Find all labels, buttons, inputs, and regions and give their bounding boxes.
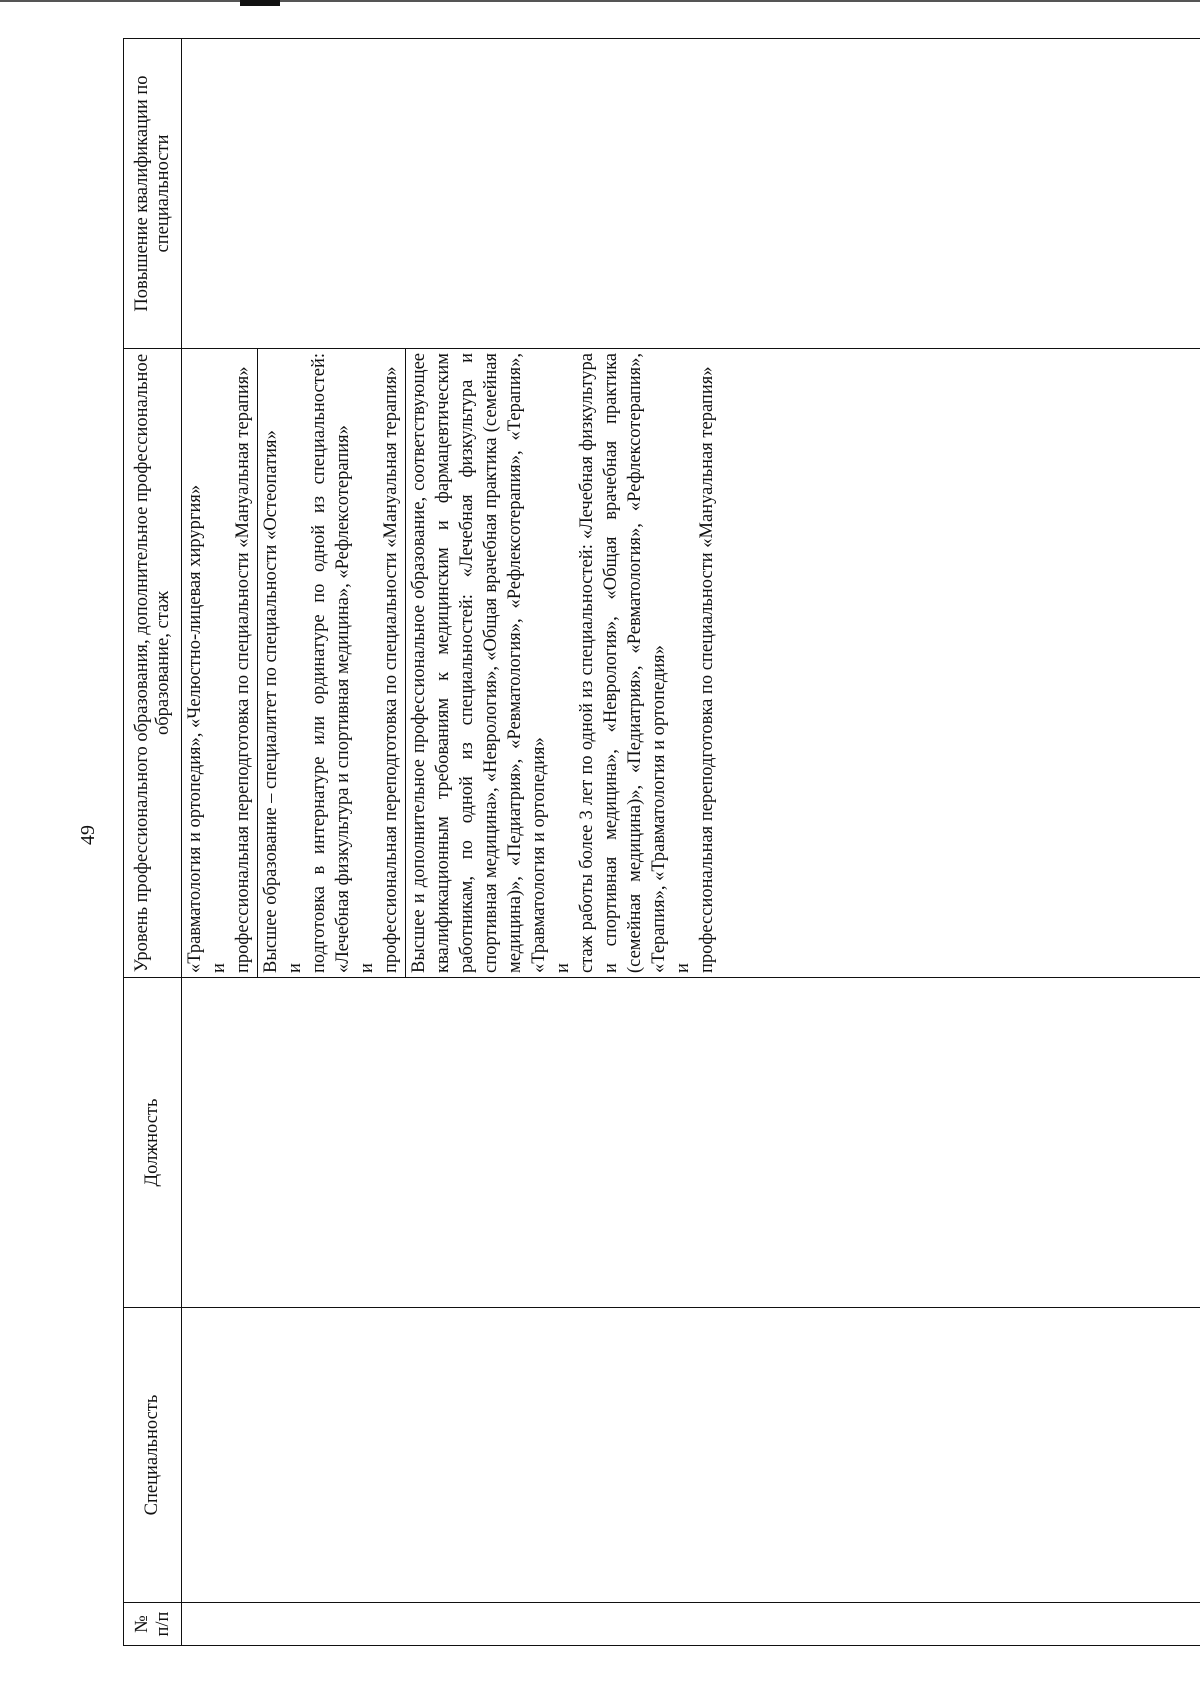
header-position: Должность — [124, 978, 182, 1308]
rotated-table-page — [123, 39, 1200, 1646]
header-qualification: Повышение квалификации по специальности — [124, 39, 182, 349]
education-block — [182, 349, 258, 977]
header-specialty: Специальность — [124, 1308, 182, 1603]
education-line: и — [357, 963, 377, 973]
education-line: и — [673, 963, 693, 973]
education-line: профессиональная переподготовка по специальности «Мануальная терапия» — [233, 366, 253, 973]
scan-edge-line — [0, 0, 1200, 2]
education-line: профессиональная переподготовка по специальности «Мануальная терапия» — [697, 366, 717, 973]
education-line: «Травматология и ортопедия», «Челюстно-лицевая хирургия» — [185, 484, 205, 973]
cell-number — [182, 1603, 1200, 1646]
qualification-requirements-table — [123, 38, 1200, 1646]
education-line: Высшее и дополнительное профессиональное образование, соответствующее квалификационным требованиям к медицинским и фармацевтическим работникам, по одной из специальностей: «Лечебная физкультура и спортивная медицина», «Неврология», «Общая врачебная практика (семейная медицина)», «Педиатрия», «Ревматология», «Рефлексотерапия», «Терапия», «Травматология и ортопедия» — [409, 353, 549, 973]
cell-position — [182, 978, 1200, 1308]
education-line: стаж работы более 3 лет по одной из специальностей: «Лечебная физкультура и спортивная медицина», «Неврология», «Общая врачебная практика (семейная медицина)», «Педиатрия», «Ревматология», «Рефлексотерапия», «Терапия», «Травматология и ортопедия» — [577, 353, 669, 973]
education-line: профессиональная переподготовка по специальности «Мануальная терапия» — [381, 366, 401, 973]
page-number: 49 — [77, 825, 99, 845]
education-line: и — [285, 963, 305, 973]
table-row — [182, 39, 1200, 1646]
education-block — [258, 349, 406, 977]
cell-qualification — [182, 39, 1200, 349]
education-line: подготовка в интернатуре или ординатуре по одной из специальностей: «Лечебная физкультура и спортивная медицина», «Рефлексотерапия» — [309, 353, 353, 973]
cell-education — [182, 349, 1200, 978]
scan-mark — [240, 0, 280, 6]
education-line: Высшее образование – специалитет по специальности «Остеопатия» — [261, 430, 281, 973]
cell-specialty — [182, 1308, 1200, 1603]
header-education: Уровень профессионального образования, дополнительное профессиональное образование, стаж — [124, 349, 182, 978]
table-header-row — [124, 39, 182, 1646]
education-block — [406, 349, 721, 977]
header-number: № п/п — [124, 1603, 182, 1646]
education-line: и — [209, 963, 229, 973]
education-line: и — [553, 963, 573, 973]
